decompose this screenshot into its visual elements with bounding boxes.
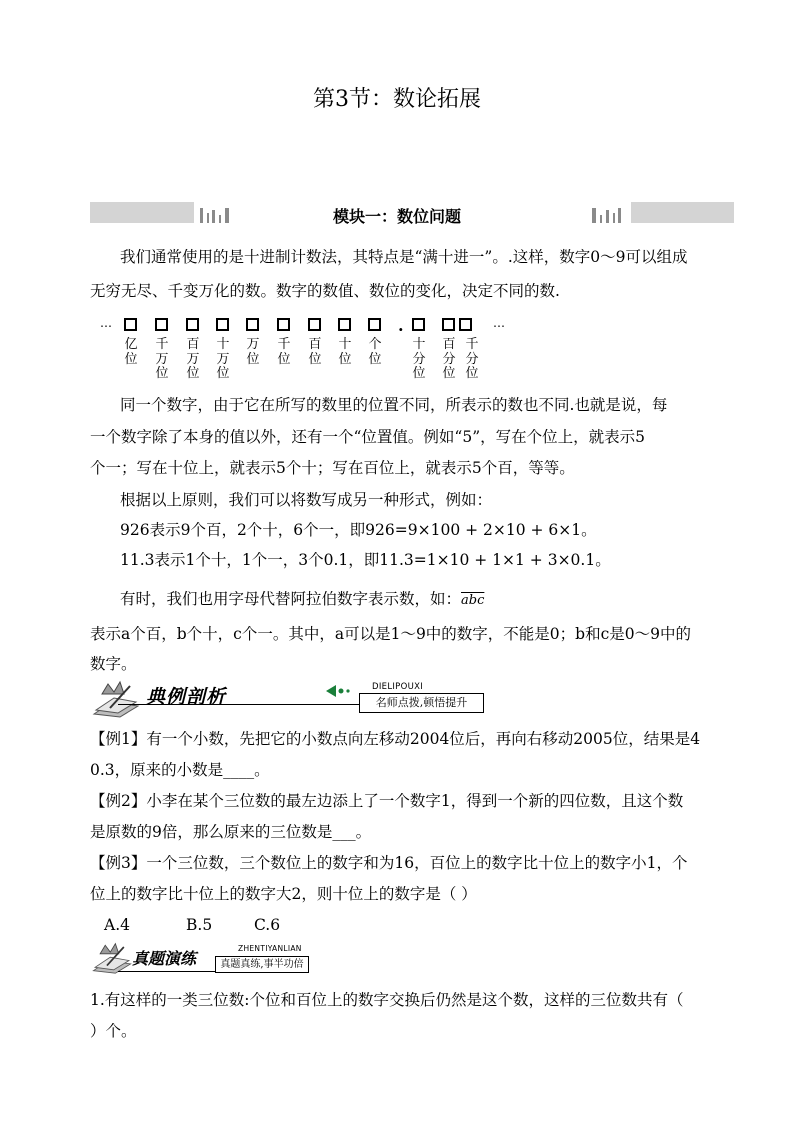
practice-q1-line-1: 1.有这样的一类三位数:个位和百位上的数字交换后仍然是这个数，这样的三位数共有（	[90, 991, 684, 1009]
option-c: C.6	[254, 916, 281, 934]
place-box	[338, 318, 351, 331]
chart-leading-dots: …	[100, 316, 112, 330]
banner-tag: 名师点拨,顿悟提升	[359, 693, 484, 713]
para4-line-3: 数字。	[90, 655, 137, 673]
option-a: A.4	[104, 916, 130, 934]
place-box	[442, 318, 455, 331]
module-bar-right	[631, 202, 734, 223]
para4-prefix: 有时，我们也用字母代替阿拉伯数字表示数，如：	[120, 590, 462, 608]
practice-q1-line-2: ）个。	[90, 1022, 137, 1040]
place-label: 百位	[308, 337, 322, 367]
place-box	[277, 318, 290, 331]
banner-tag: 真题真练,事半功倍	[215, 956, 309, 973]
place-label: 十分位	[412, 337, 426, 381]
place-box	[155, 318, 168, 331]
place-box	[308, 318, 321, 331]
intro-line-2: 无穷无尽、千变万化的数。数字的数值、数位的变化，决定不同的数.	[90, 282, 560, 300]
banner-pinyin: DIELIPOUXI	[372, 682, 424, 692]
place-label: 万位	[246, 337, 260, 367]
para2-line-2: 一个数字除了本身的值以外，还有一个“位置值。例如“5”，写在个位上，就表示5	[90, 428, 645, 446]
para4-line-2: 表示a个百，b个十，c个一。其中，a可以是1～9中的数字，不能是0；b和c是0～9中的	[90, 625, 691, 643]
place-label: 百万位	[186, 337, 200, 381]
page-title: 第3节：数论拓展	[313, 87, 481, 112]
module-ticks-right	[590, 202, 630, 223]
example-2-line-1: 【例2】小李在某个三位数的最左边添上了一个数字1，得到一个新的四位数，且这个数	[90, 792, 684, 810]
example-3-line-1: 【例3】一个三位数，三个数位上的数字和为16，百位上的数字比十位上的数字小1，个	[90, 854, 688, 872]
place-box	[246, 318, 259, 331]
place-box	[368, 318, 381, 331]
example-926: 926表示9个百，2个十，6个一，即926=9×100 + 2×10 + 6×1。	[120, 521, 597, 539]
example-1-line-2: 0.3，原来的小数是____。	[90, 761, 270, 779]
place-label: 千分位	[465, 337, 479, 381]
chart-decimal-point: .	[398, 316, 404, 335]
para3: 根据以上原则，我们可以将数写成另一种形式，例如：	[120, 491, 493, 509]
place-label: 十万位	[216, 337, 230, 381]
para2-line-1: 同一个数字，由于它在所写的数里的位置不同，所表示的数也不同.也就是说，每	[120, 396, 668, 414]
para4-line-1	[120, 589, 484, 611]
banner-pinyin: ZHENTIYANLIAN	[238, 944, 302, 953]
example-3-line-2: 位上的数字比十位上的数字大2，则十位上的数字是（ ）	[90, 885, 477, 903]
place-label: 亿位	[124, 337, 138, 367]
place-box	[459, 318, 472, 331]
book-pen-icon	[90, 680, 142, 718]
para2-line-3: 个一；写在十位上，就表示5个十；写在百位上，就表示5个百，等等。	[90, 459, 575, 477]
example-11-3: 11.3表示1个十，1个一，3个0.1，即11.3=1×10 + 1×1 + 3×0.1。	[120, 551, 611, 569]
place-label: 千万位	[155, 337, 169, 381]
place-box	[186, 318, 199, 331]
place-label: 十位	[338, 337, 352, 367]
place-box	[412, 318, 425, 331]
example-1-line-1: 【例1】有一个小数，先把它的小数点向左移动2004位后，再向右移动2005位，结果是4	[90, 730, 701, 748]
banner-title: 真题演练	[132, 949, 197, 968]
banner-title: 典例剖析	[146, 686, 227, 708]
place-box	[124, 318, 137, 331]
abc-overline: $\overline{abc}$	[461, 593, 485, 608]
place-label: 千位	[277, 337, 291, 367]
intro-line-1: 我们通常使用的是十进制计数法，其特点是“满十进一”。.这样，数字0～9可以组成	[120, 248, 688, 266]
place-label: 个位	[368, 337, 382, 367]
option-b: B.5	[186, 916, 213, 934]
module-title: 模块一：数位问题	[332, 207, 461, 226]
chart-trailing-dots: …	[493, 316, 505, 330]
place-box	[216, 318, 229, 331]
example-2-line-2: 是原数的9倍，那么原来的三位数是___。	[90, 823, 372, 841]
arrow-left-icon	[326, 684, 360, 698]
place-label: 百分位	[442, 337, 456, 381]
